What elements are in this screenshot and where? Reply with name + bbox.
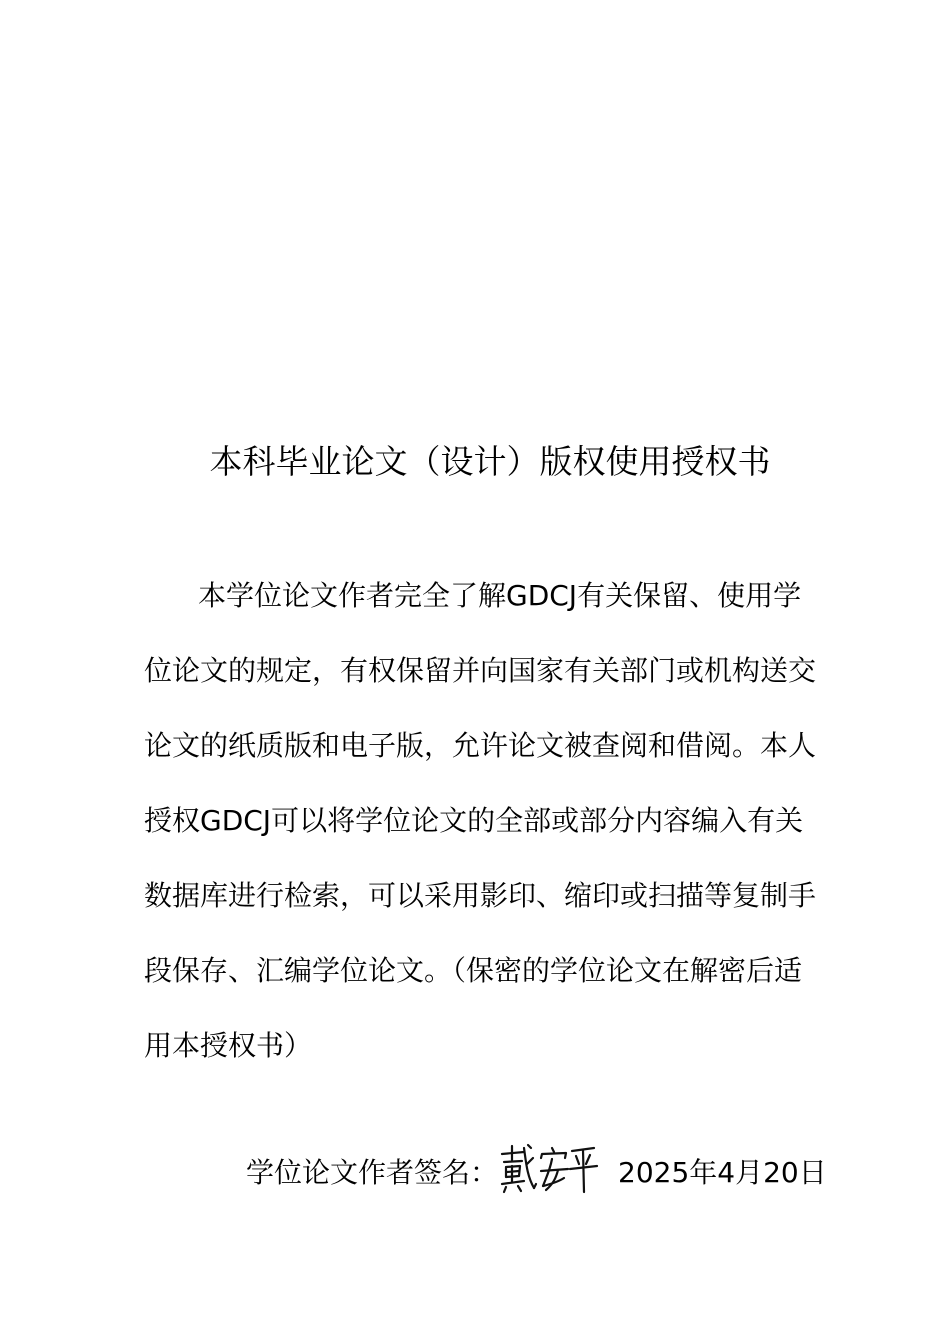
- body-line-6: 段保存、汇编学位论文。（保密的学位论文在解密后适: [144, 954, 803, 987]
- body-line-5: 数据库进行检索，可以采用影印、缩印或扫描等复制手: [144, 879, 817, 912]
- body-line-1: 本学位论文作者完全了解GDCJ有关保留、使用学: [198, 579, 802, 612]
- handwritten-signature: [496, 1140, 600, 1196]
- body-line-3: 论文的纸质版和电子版，允许论文被查阅和借阅。本人: [144, 729, 817, 762]
- document-title: 本科毕业论文（设计）版权使用授权书: [209, 442, 771, 481]
- body-line-4: 授权GDCJ可以将学位论文的全部或部分内容编入有关: [144, 804, 804, 837]
- body-line-2: 位论文的规定，有权保留并向国家有关部门或机构送交: [144, 654, 817, 687]
- signature-date: 2025年4月20日: [618, 1156, 827, 1189]
- body-line-7: 用本授权书）: [144, 1029, 313, 1062]
- signature-label: 学位论文作者签名：: [246, 1156, 499, 1189]
